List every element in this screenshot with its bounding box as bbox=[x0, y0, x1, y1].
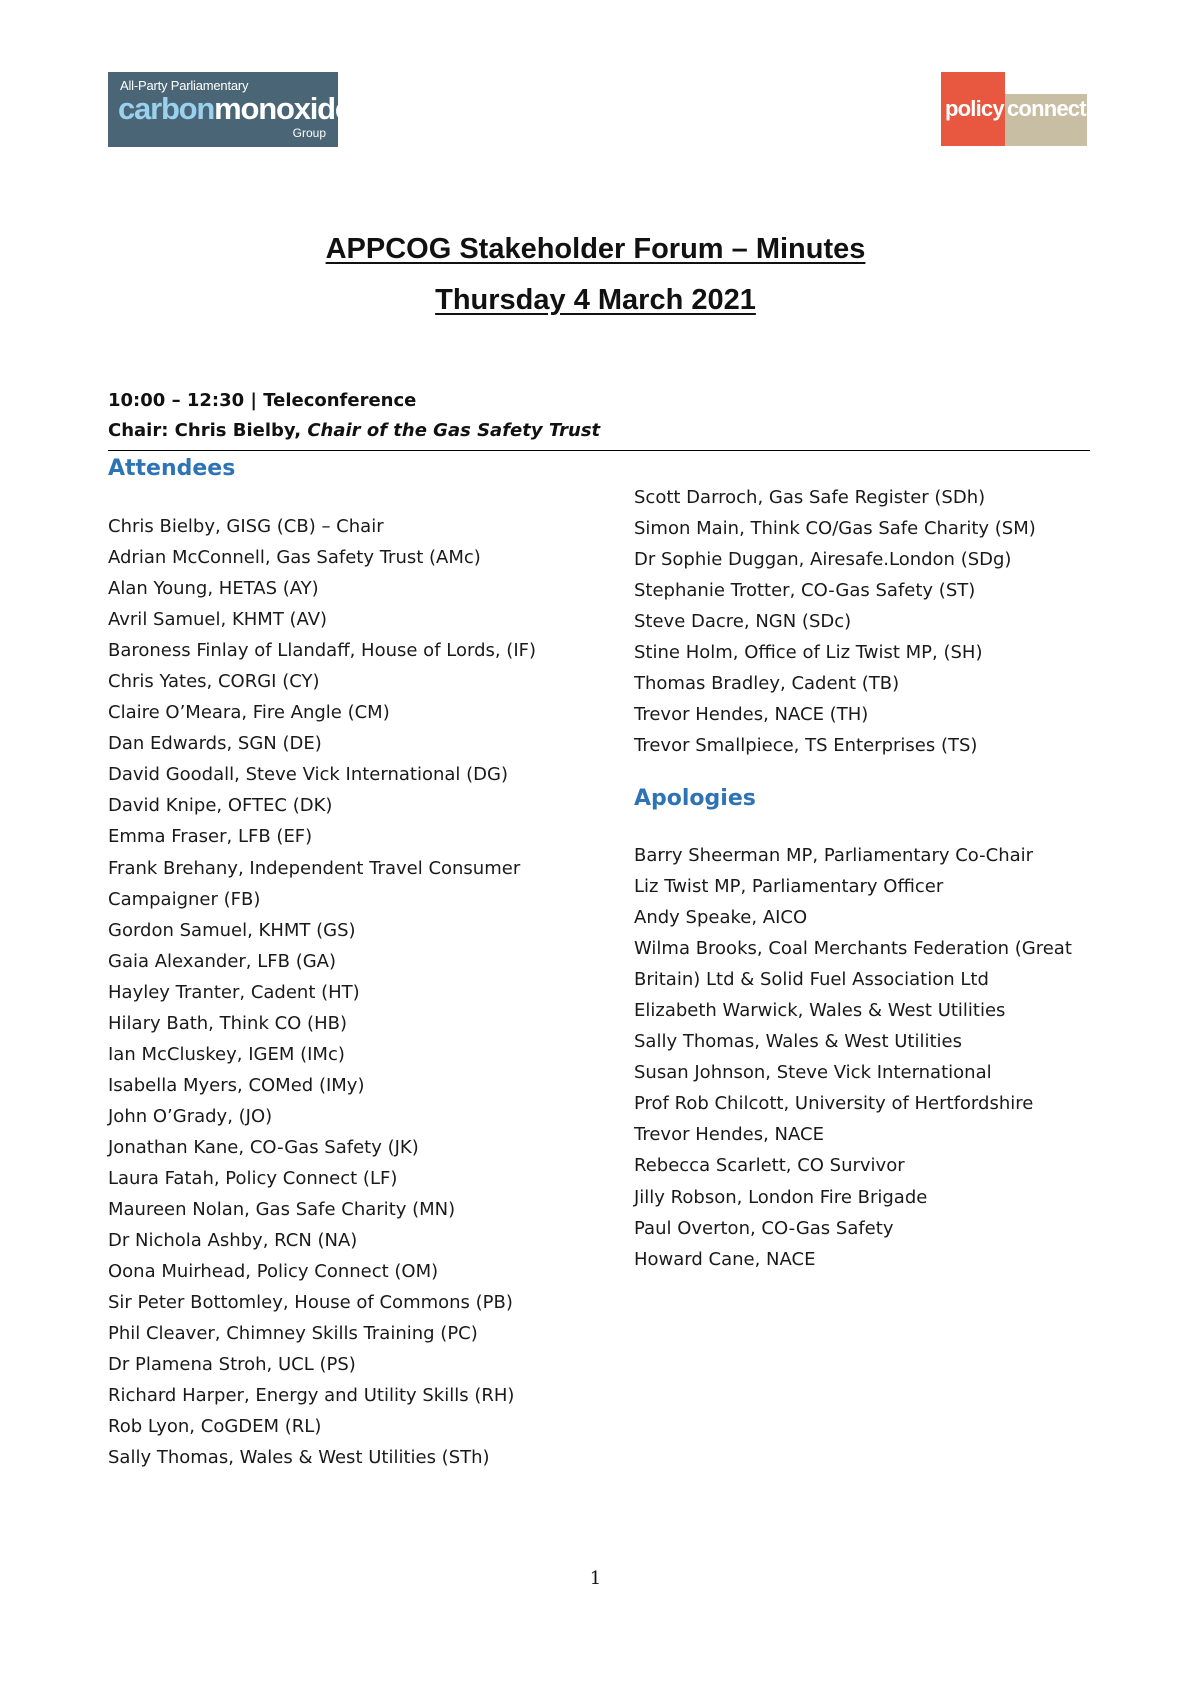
chair-label: Chair: Chris Bielby, bbox=[108, 420, 302, 441]
list-item: Alan Young, HETAS (AY) bbox=[108, 578, 319, 600]
list-item: Oona Muirhead, Policy Connect (OM) bbox=[108, 1261, 439, 1283]
chair-role: Chair of the Gas Safety Trust bbox=[307, 420, 601, 441]
list-item: Britain) Ltd & Solid Fuel Association Ltd bbox=[634, 969, 989, 991]
list-item: Elizabeth Warwick, Wales & West Utilities bbox=[634, 1000, 1006, 1022]
list-item: Stine Holm, Office of Liz Twist MP, (SH) bbox=[634, 642, 983, 664]
list-item: Dr Plamena Stroh, UCL (PS) bbox=[108, 1354, 356, 1376]
list-item: Chris Bielby, GISG (CB) – Chair bbox=[108, 516, 384, 537]
list-item: Jonathan Kane, CO-Gas Safety (JK) bbox=[108, 1136, 419, 1158]
appcog-logo bbox=[108, 72, 351, 147]
list-item: Baroness Finlay of Llandaff, House of Lords, (IF) bbox=[108, 640, 537, 662]
list-item: Trevor Hendes, NACE (TH) bbox=[634, 704, 869, 726]
list-item: Steve Dacre, NGN (SDc) bbox=[634, 611, 852, 633]
apologies-heading: Apologies bbox=[634, 786, 756, 811]
list-item: Gordon Samuel, KHMT (GS) bbox=[108, 919, 356, 941]
list-item: David Goodall, Steve Vick International (DG) bbox=[108, 764, 508, 786]
list-item: Adrian McConnell, Gas Safety Trust (AMc) bbox=[108, 547, 481, 569]
list-item: John O’Grady, (JO) bbox=[108, 1105, 273, 1127]
meeting-chair bbox=[108, 420, 600, 441]
apologies-list bbox=[634, 840, 1072, 1275]
list-item: Scott Darroch, Gas Safe Register (SDh) bbox=[634, 487, 986, 508]
list-item: Rob Lyon, CoGDEM (RL) bbox=[108, 1416, 322, 1438]
list-item: Stephanie Trotter, CO-Gas Safety (ST) bbox=[634, 580, 976, 602]
list-item: Andy Speake, AICO bbox=[634, 907, 808, 929]
list-item: Phil Cleaver, Chimney Skills Training (PC) bbox=[108, 1323, 478, 1345]
list-item: Rebecca Scarlett, CO Survivor bbox=[634, 1155, 905, 1177]
list-item: Laura Fatah, Policy Connect (LF) bbox=[108, 1167, 398, 1189]
logo-line-1: All-Party Parliamentary bbox=[120, 78, 249, 93]
attendees-column-2 bbox=[634, 482, 1036, 761]
list-item: Barry Sheerman MP, Parliamentary Co-Chair bbox=[634, 845, 1034, 866]
attendees-column-1 bbox=[108, 511, 536, 1473]
list-item: David Knipe, OFTEC (DK) bbox=[108, 795, 333, 817]
list-item: Dan Edwards, SGN (DE) bbox=[108, 733, 322, 755]
list-item: Susan Johnson, Steve Vick International bbox=[634, 1062, 992, 1084]
document-title: APPCOG Stakeholder Forum – Minutes bbox=[325, 233, 866, 265]
list-item: Campaigner (FB) bbox=[108, 888, 261, 910]
list-item: Simon Main, Think CO/Gas Safe Charity (SM) bbox=[634, 518, 1036, 540]
list-item: Dr Nichola Ashby, RCN (NA) bbox=[108, 1230, 358, 1252]
list-item: Emma Fraser, LFB (EF) bbox=[108, 826, 313, 848]
list-item: Sally Thomas, Wales & West Utilities bbox=[634, 1031, 962, 1053]
list-item: Frank Brehany, Independent Travel Consumer bbox=[108, 857, 521, 879]
logo-word-policy: policy bbox=[945, 96, 1004, 121]
list-item: Howard Cane, NACE bbox=[634, 1248, 816, 1270]
attendees-heading: Attendees bbox=[108, 456, 236, 481]
list-item: Richard Harper, Energy and Utility Skills (RH) bbox=[108, 1385, 515, 1407]
page-number: 1 bbox=[589, 1568, 602, 1589]
list-item: Gaia Alexander, LFB (GA) bbox=[108, 950, 336, 972]
list-item: Claire O’Meara, Fire Angle (CM) bbox=[108, 702, 390, 724]
list-item: Thomas Bradley, Cadent (TB) bbox=[634, 673, 900, 695]
list-item: Trevor Hendes, NACE bbox=[634, 1124, 824, 1146]
logo-group: Group bbox=[292, 126, 326, 140]
policy-connect-logo bbox=[941, 72, 1087, 146]
logo-wordmark: carbonmonoxide bbox=[118, 91, 351, 126]
list-item: Paul Overton, CO-Gas Safety bbox=[634, 1217, 894, 1239]
list-item: Prof Rob Chilcott, University of Hertfordshire bbox=[634, 1093, 1034, 1115]
list-item: Hilary Bath, Think CO (HB) bbox=[108, 1012, 347, 1034]
list-item: Liz Twist MP, Parliamentary Officer bbox=[634, 876, 944, 898]
document-date: Thursday 4 March 2021 bbox=[435, 284, 756, 316]
list-item: Ian McCluskey, IGEM (IMc) bbox=[108, 1043, 345, 1065]
list-item: Hayley Tranter, Cadent (HT) bbox=[108, 981, 360, 1003]
list-item: Trevor Smallpiece, TS Enterprises (TS) bbox=[634, 735, 978, 757]
list-item: Jilly Robson, London Fire Brigade bbox=[634, 1186, 928, 1208]
list-item: Maureen Nolan, Gas Safe Charity (MN) bbox=[108, 1199, 456, 1221]
list-item: Wilma Brooks, Coal Merchants Federation (Great bbox=[634, 938, 1072, 960]
meeting-time-location: 10:00 – 12:30 | Teleconference bbox=[108, 390, 417, 411]
list-item: Dr Sophie Duggan, Airesafe.London (SDg) bbox=[634, 549, 1012, 571]
list-item: Sir Peter Bottomley, House of Commons (PB) bbox=[108, 1292, 513, 1314]
list-item: Chris Yates, CORGI (CY) bbox=[108, 671, 320, 693]
list-item: Avril Samuel, KHMT (AV) bbox=[108, 609, 328, 631]
list-item: Isabella Myers, COMed (IMy) bbox=[108, 1074, 365, 1096]
divider-rule bbox=[108, 450, 1090, 451]
list-item: Sally Thomas, Wales & West Utilities (STh) bbox=[108, 1447, 490, 1469]
logo-word-connect: connect bbox=[1007, 96, 1086, 121]
